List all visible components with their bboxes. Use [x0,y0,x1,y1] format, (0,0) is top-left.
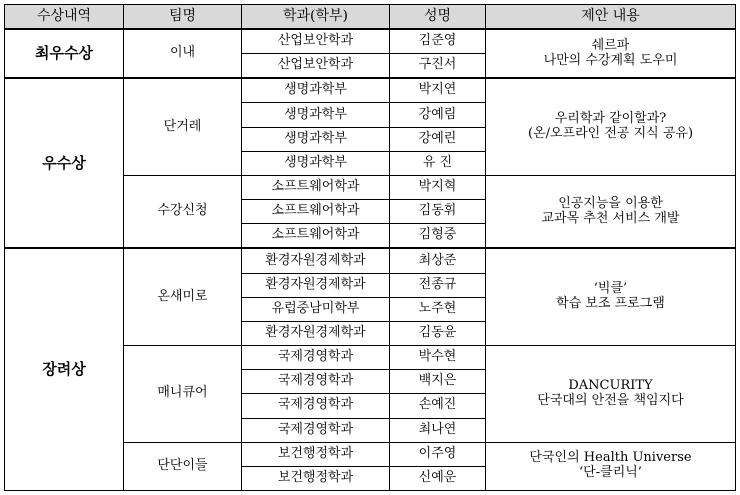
header-dept: 학과(학부) [242,5,390,30]
team-cell: 온새미로 [124,248,242,345]
header-award: 수상내역 [5,5,124,30]
dept-cell: 생명과학부 [242,103,390,127]
proposal-line: 단국인의 Health Universe [529,450,692,466]
dept-cell: 소프트웨어학과 [242,175,390,199]
dept-cell: 소프트웨어학과 [242,200,390,224]
award-cell: 장려상 [5,248,124,490]
table-row [5,78,736,103]
table-row [5,29,736,54]
dept-cell: 생명과학부 [242,78,390,103]
proposal-cell [486,442,736,490]
proposal-line: 단국대의 안전을 책임지다 [537,392,684,408]
dept-cell: 산업보안학과 [242,29,390,54]
proposal-cell [486,175,736,248]
header-proposal: 제안 내용 [486,5,736,30]
dept-cell: 보건행정학과 [242,466,390,490]
name-cell: 신예운 [390,466,486,490]
name-cell: 강예린 [390,127,486,151]
dept-cell: 국제경영학과 [242,370,390,394]
proposal-cell [486,248,736,345]
name-cell: 강예림 [390,103,486,127]
dept-cell: 국제경영학과 [242,418,390,442]
name-cell: 최나연 [390,418,486,442]
name-cell: 김준영 [390,29,486,54]
proposal-cell [486,78,736,175]
proposal-line: 교과목 추천 서비스 개발 [541,210,680,226]
dept-cell: 생명과학부 [242,127,390,151]
dept-cell: 국제경영학과 [242,346,390,370]
award-cell: 최우수상 [5,29,124,78]
team-cell: 단거레 [124,78,242,175]
dept-cell: 국제경영학과 [242,394,390,418]
proposal-line: 우리학과 같이할과? [554,111,667,127]
header-name: 성명 [390,5,486,30]
name-cell: 박수현 [390,346,486,370]
name-cell: 박지연 [390,78,486,103]
proposal-line: DANCURITY [568,377,653,393]
team-cell: 수강신청 [124,175,242,248]
team-cell: 이내 [124,29,242,78]
name-cell: 노주현 [390,297,486,321]
proposal-cell [486,346,736,443]
header-team: 팀명 [124,5,242,30]
proposal-line: 학습 보조 프로그램 [556,296,665,312]
dept-cell: 유럽중남미학부 [242,297,390,321]
proposal-line: 나만의 수강계획 도우미 [543,52,678,68]
name-cell: 유 진 [390,151,486,175]
award-cell: 우수상 [5,78,124,248]
name-cell: 백지은 [390,370,486,394]
proposal-line: 쉐르파 [591,37,630,53]
dept-cell: 산업보안학과 [242,54,390,79]
name-cell: 김형중 [390,224,486,249]
header-row [5,5,736,30]
table-row [5,248,736,273]
name-cell: 김동윤 [390,321,486,345]
name-cell: 손예진 [390,394,486,418]
name-cell: 박지혁 [390,175,486,199]
proposal-line: 인공지능을 이용한 [558,195,663,211]
dept-cell: 환경자원경제학과 [242,273,390,297]
dept-cell: 소프트웨어학과 [242,224,390,249]
dept-cell: 환경자원경제학과 [242,321,390,345]
dept-cell: 보건행정학과 [242,442,390,466]
proposal-cell [486,29,736,78]
dept-cell: 환경자원경제학과 [242,248,390,273]
name-cell: 최상준 [390,248,486,273]
awards-table [4,4,736,491]
proposal-line: ‘단-클리닉’ [579,465,642,481]
dept-cell: 생명과학부 [242,151,390,175]
name-cell: 구진서 [390,54,486,79]
name-cell: 김동휘 [390,200,486,224]
name-cell: 이주영 [390,442,486,466]
team-cell: 매니큐어 [124,346,242,443]
proposal-line: (온/오프라인 전공 지식 공유) [527,126,694,142]
team-cell: 단단이들 [124,442,242,490]
proposal-line: ‘빅클’ [593,281,628,297]
name-cell: 전종규 [390,273,486,297]
